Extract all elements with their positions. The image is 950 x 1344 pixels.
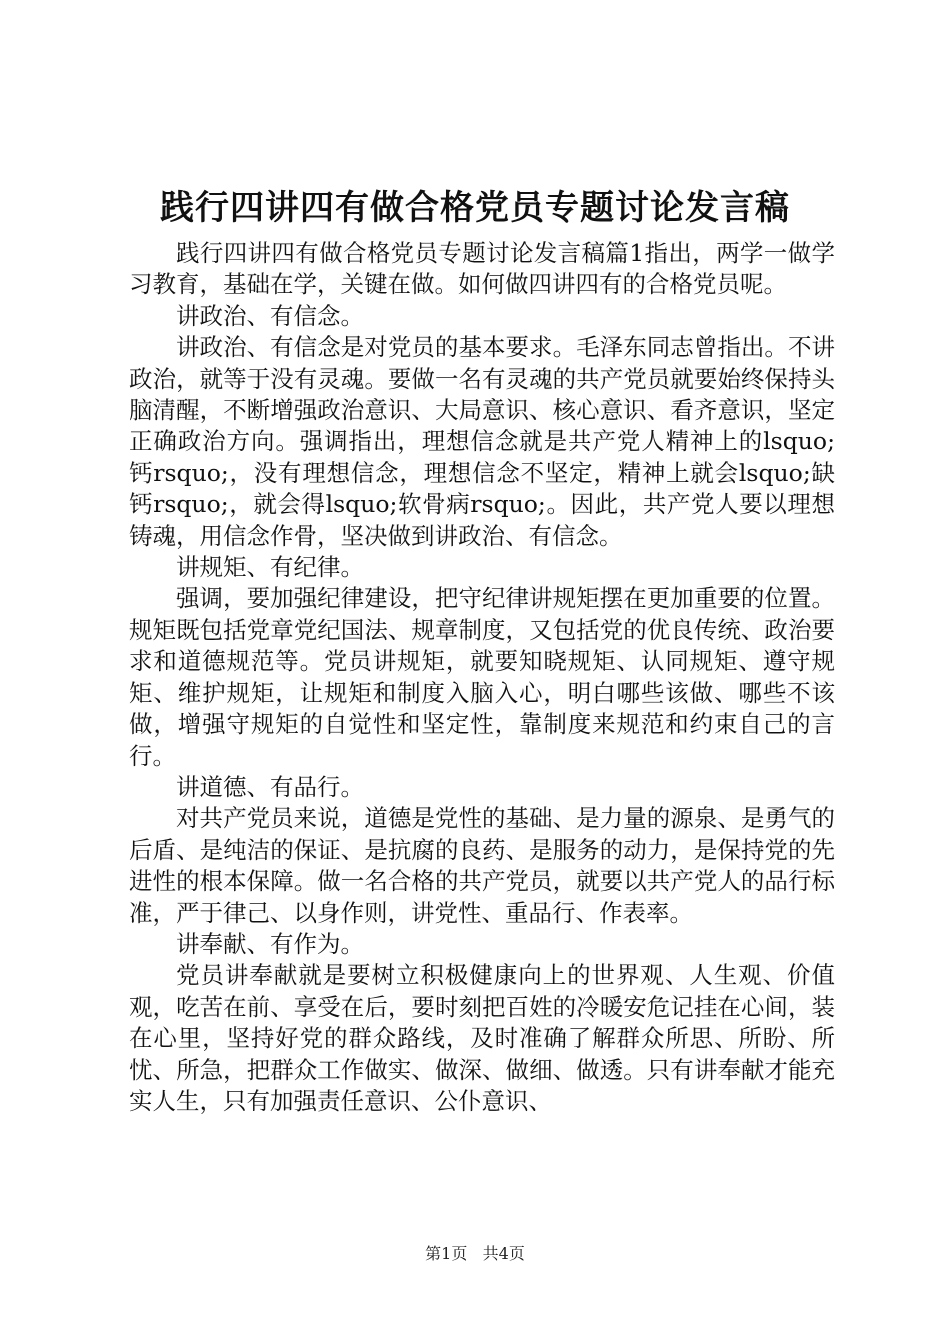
intro-paragraph: 践行四讲四有做合格党员专题讨论发言稿篇1指出，两学一做学习教育，基础在学，关键在做。如何做四讲四有的合格党员呢。 [129, 239, 835, 299]
section-heading-dedication: 讲奉献、有作为。 [176, 929, 364, 958]
section-heading-politics: 讲政治、有信念。 [176, 301, 364, 330]
document-title: 践行四讲四有做合格党员专题讨论发言稿 [160, 188, 790, 228]
page-footer [0, 1243, 950, 1265]
politics-paragraph: 讲政治、有信念是对党员的基本要求。毛泽东同志曾指出。不讲政治，就等于没有灵魂。要做一名有灵魂的共产党员就要始终保持头脑清醒，不断增强政治意识、大局意识、核心意识、看齐意识，坚定正确政治方向。强调指出，理想信念就是共产党人精神上的lsquo;钙rsquo;，没有理想信念，理想信念不坚定，精神上就会lsquo;缺钙rsquo;，就会得lsquo;软骨病rsquo;。因此，共产党人要以理想铸魂，用信念作骨，坚决做到讲政治、有信念。 [129, 333, 835, 550]
document-body [129, 238, 835, 1117]
dedication-paragraph: 党员讲奉献就是要树立积极健康向上的世界观、人生观、价值观，吃苦在前、享受在后，要时刻把百姓的冷暖安危记挂在心间，装在心里，坚持好党的群众路线，及时准确了解群众所思、所盼、所忧、所急，把群众工作做实、做深、做细、做透。只有讲奉献才能充实人生，只有加强责任意识、公仆意识、 [129, 961, 835, 1115]
morality-paragraph: 对共产党员来说，道德是党性的基础、是力量的源泉、是勇气的后盾、是纯洁的保证、是抗腐的良药、是服务的动力，是保持党的先进性的根本保障。做一名合格的共产党员，就要以共产党人的品行标准，严于律己、以身作则，讲党性、重品行、作表率。 [129, 804, 835, 927]
page-total: 共4页 [482, 1244, 525, 1263]
section-heading-rules: 讲规矩、有纪律。 [176, 553, 364, 582]
section-heading-morality: 讲道德、有品行。 [176, 772, 364, 801]
rules-paragraph: 强调，要加强纪律建设，把守纪律讲规矩摆在更加重要的位置。规矩既包括党章党纪国法、规章制度，又包括党的优良传统、政治要求和道德规范等。党员讲规矩，就要知晓规矩、认同规矩、遵守规矩、维护规矩，让规矩和制度入脑入心，明白哪些该做、哪些不该做，增强守规矩的自觉性和坚定性，靠制度来规范和约束自己的言行。 [129, 584, 835, 770]
page-number: 第1页 [425, 1244, 468, 1263]
page-spacer [472, 1244, 477, 1263]
